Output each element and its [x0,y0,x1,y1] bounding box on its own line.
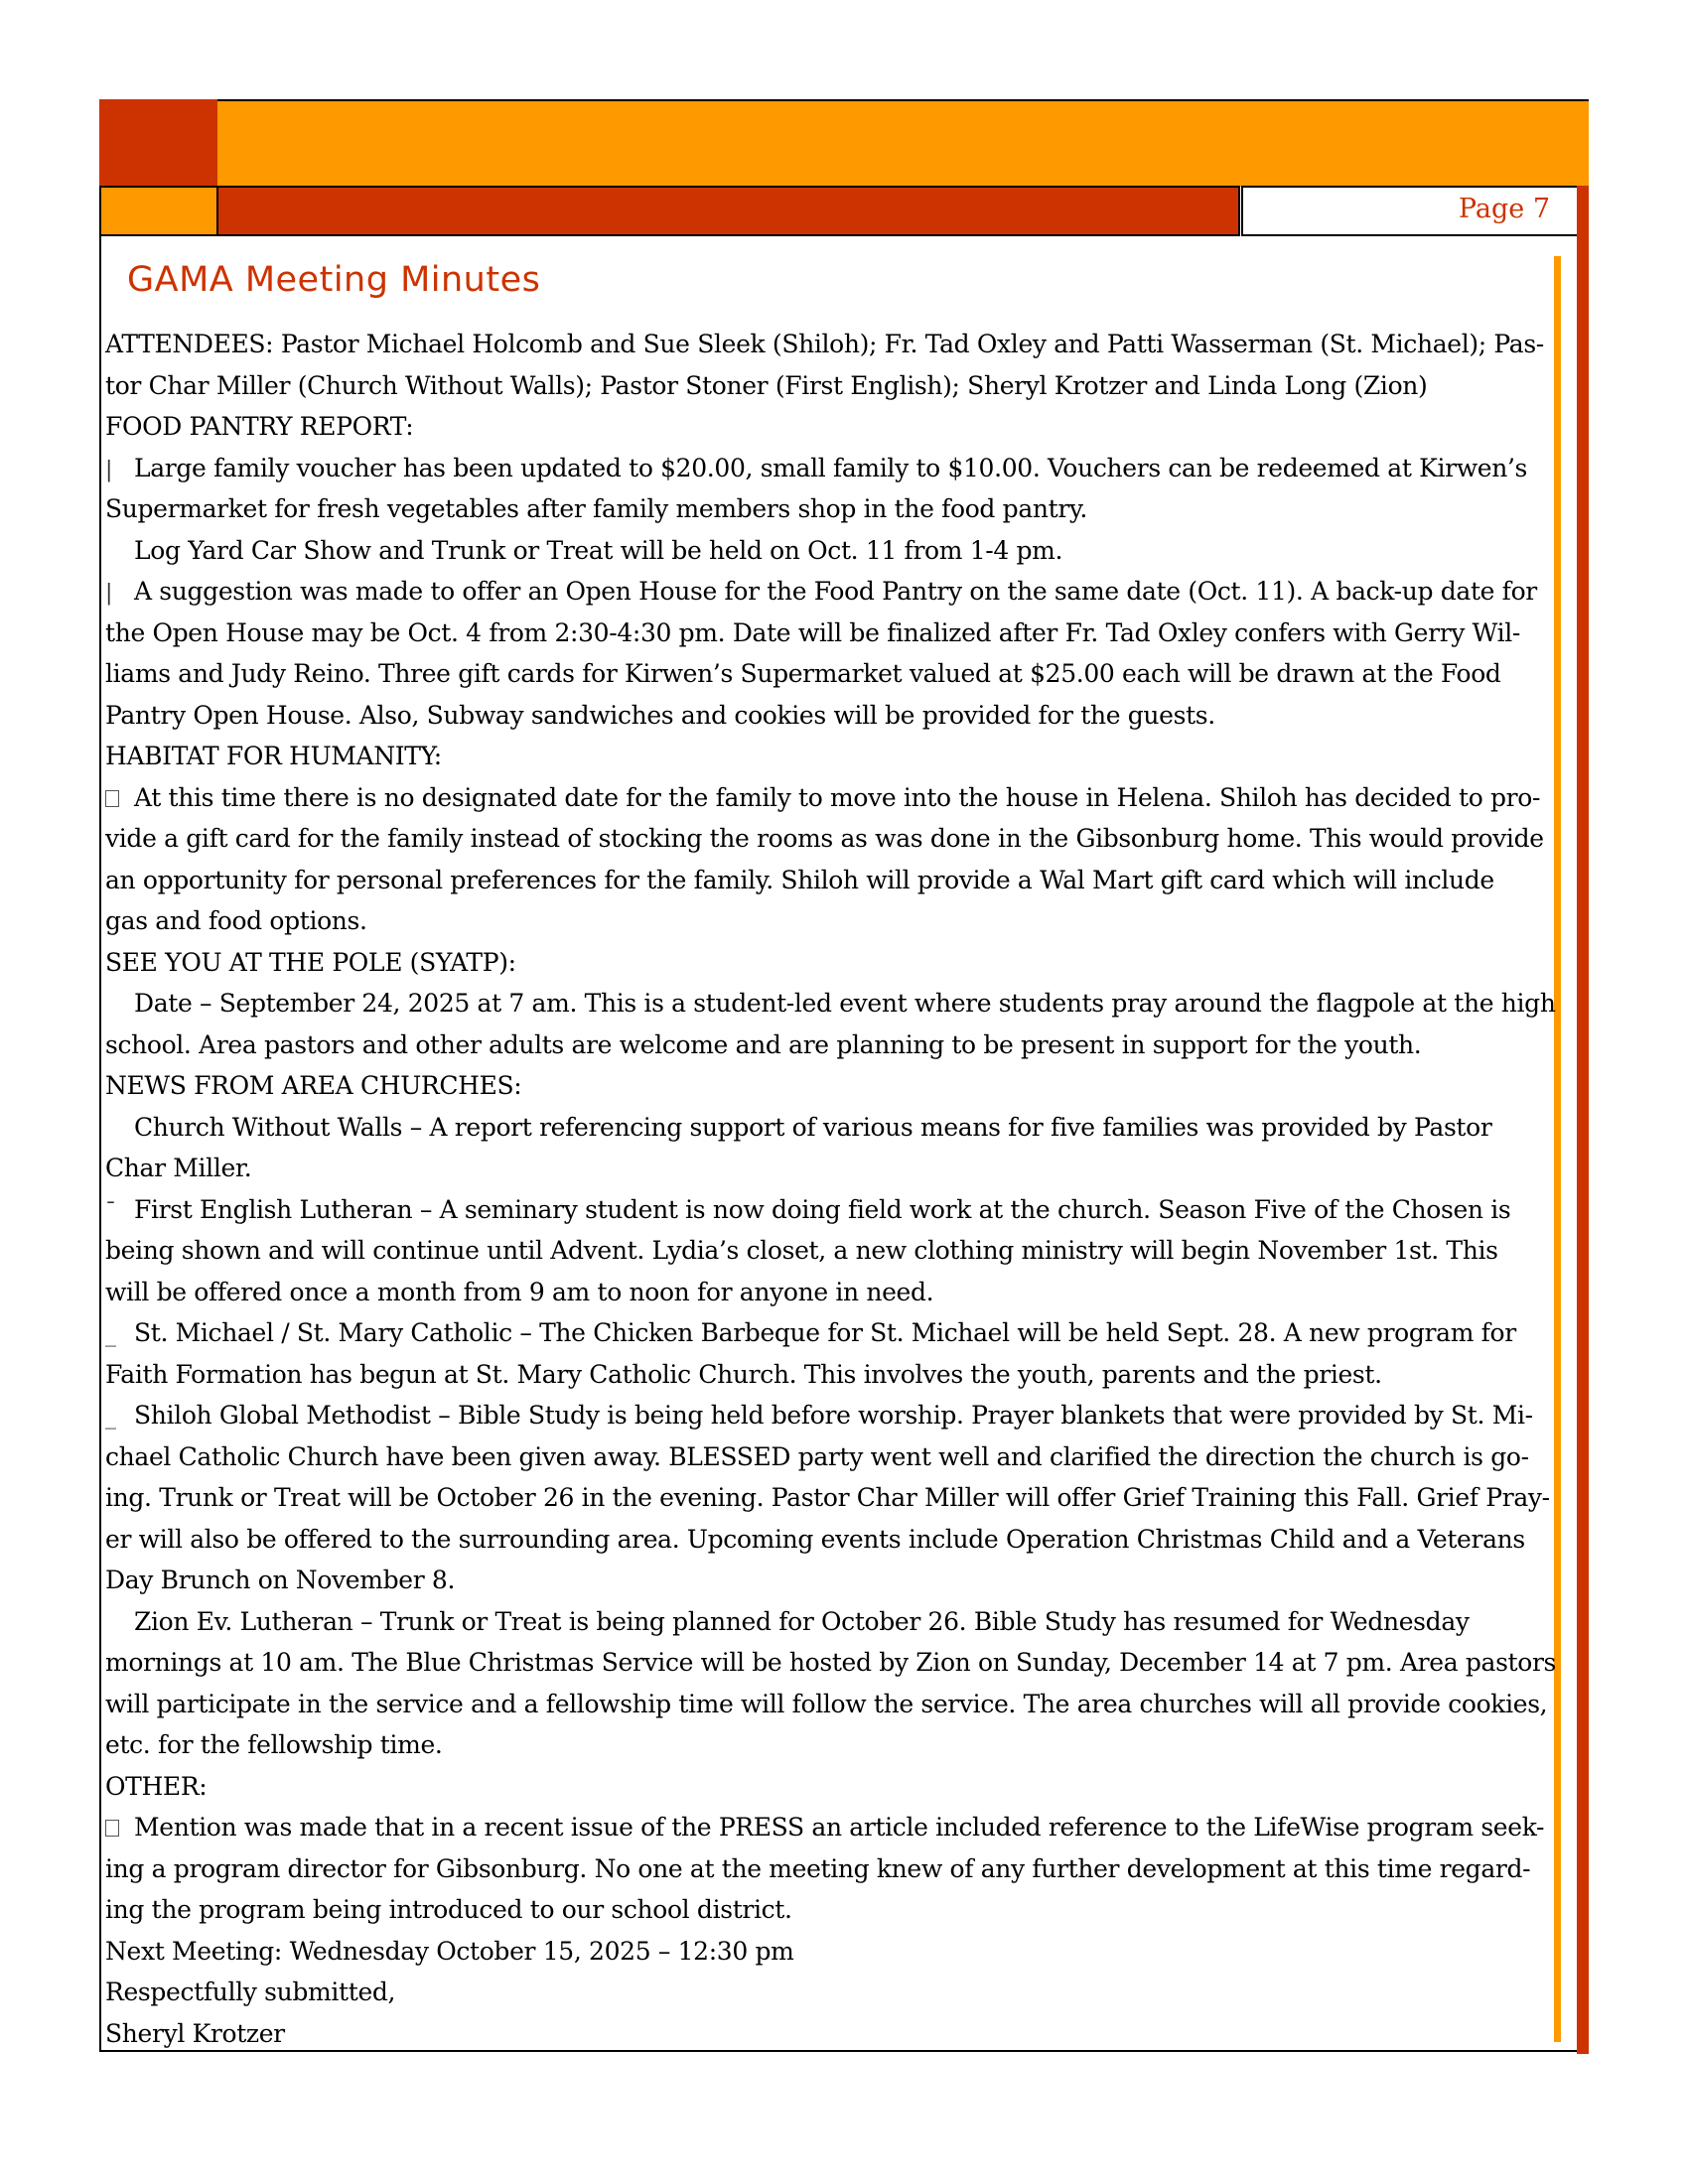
text-line [105,1642,1557,1684]
text-line [105,365,1545,407]
line-text: Next Meeting: Wednesday October 15, 2025 – 12:30 pm [105,1936,794,1966]
line-text: At this time there is no designated date for the family to move into the house in Helena. Shiloh has decided to pro- [134,782,1541,812]
text-line [105,900,1545,942]
text-line [105,1724,1545,1766]
text-line [105,1848,1545,1890]
article-body [105,324,1557,2054]
line-text: tor Char Miller (Church Without Walls); Pastor Stoner (First English); Sheryl Krotzer and Linda Long (Zion) [105,370,1428,400]
text-line [105,695,1545,737]
text-line [105,1560,1545,1601]
text-line [105,983,1556,1024]
text-line [105,1024,1545,1066]
text-line [105,571,1545,613]
article-title: GAMA Meeting Minutes [127,260,541,300]
box-bullet-icon [105,1820,119,1837]
line-text: vide a gift card for the family instead of stocking the rooms as was done in the Gibsonburg home. This would provide [105,824,1544,853]
text-line [105,1312,1545,1354]
text-line [105,488,1545,530]
text-line [105,1354,1545,1396]
text-line [105,324,1545,365]
line-text: an opportunity for personal preferences for the family. Shiloh will provide a Wal Mart gift card which will include [105,865,1494,894]
text-line [105,1148,1545,1189]
line-text: Respectfully submitted, [105,1978,396,2006]
text-line [105,1065,1545,1107]
text-line [105,1972,1545,2013]
line-text: A suggestion was made to offer an Open House for the Food Pantry on the same date (Oct. 11). A back-up date for [134,577,1537,606]
line-text: NEWS FROM AREA CHURCHES: [105,1071,522,1100]
line-text: St. Michael / St. Mary Catholic – The Chicken Barbeque for St. Michael will be held Sept. 28. A new program for [134,1318,1516,1347]
text-line [105,942,1545,984]
line-text: school. Area pastors and other adults are welcome and are planning to be present in support for the youth. [105,1029,1422,1059]
line-text: FOOD PANTRY REPORT: [105,412,414,441]
text-line [105,1519,1545,1561]
line-text: liams and Judy Reino. Three gift cards for Kirwen’s Supermarket valued at $25.00 each will be drawn at the Food [105,659,1501,688]
text-line [105,1230,1545,1272]
line-text: First English Lutheran – A seminary student is now doing field work at the church. Season Five of the Chosen is [134,1194,1511,1224]
line-text: Pantry Open House. Also, Subway sandwiches and cookies will be provided for the guests. [105,700,1215,730]
text-line [105,1931,1545,1973]
line-text: the Open House may be Oct. 4 from 2:30-4:30 pm. Date will be finalized after Fr. Tad Oxley confers with Gerry Wil- [105,617,1520,647]
line-text: Zion Ev. Lutheran – Trunk or Treat is being planned for October 26. Bible Study has resumed for Wednesday [134,1606,1470,1636]
text-line [105,448,1545,489]
text-line [105,1477,1550,1519]
line-text: chael Catholic Church have been given away. BLESSED party went well and clarified the direction the church is go- [105,1441,1529,1471]
right-rail-orange [1554,256,1561,2042]
bullet-icon: _ [105,1405,116,1430]
line-text: ing the program being introduced to our school district. [105,1895,792,1924]
line-text: will be offered once a month from 9 am to noon for anyone in need. [105,1277,934,1306]
text-line [105,1601,1545,1643]
text-line [105,613,1545,654]
line-text: Log Yard Car Show and Trunk or Treat will be held on Oct. 11 from 1-4 pm. [134,535,1063,565]
line-text: Day Brunch on November 8. [105,1566,456,1594]
text-line [105,1395,1545,1436]
line-text: Mention was made that in a recent issue of the PRESS an article included reference to the LifeWise program seek- [134,1813,1545,1842]
text-line [105,1766,1545,1808]
text-line [105,1684,1548,1725]
line-text: HABITAT FOR HUMANITY: [105,742,442,770]
line-text: Faith Formation has begun at St. Mary Catholic Church. This involves the youth, parents and the priest. [105,1359,1382,1389]
text-line [105,1189,1545,1231]
line-text: will participate in the service and a fellowship time will follow the service. The area churches will all provide cookies, [105,1689,1548,1718]
line-text: Shiloh Global Methodist – Bible Study is being held before worship. Prayer blankets that were provided by St. Mi- [134,1401,1533,1430]
line-text: Supermarket for fresh vegetables after family members shop in the food pantry. [105,494,1087,523]
right-rail-red [1577,186,1589,2054]
line-text: etc. for the fellowship time. [105,1730,443,1759]
header-block-orange-left [99,186,217,236]
text-line [105,1889,1545,1931]
text-line [105,406,1545,448]
text-line [105,1107,1545,1149]
text-line [105,653,1545,695]
text-line [105,1436,1545,1478]
page-number: Page 7 [1458,194,1550,224]
bullet-icon: | [105,457,113,482]
bullet-icon: _ [105,1322,116,1347]
header-block-red-band [217,186,1240,236]
line-text: Large family voucher has been updated to $20.00, small family to $10.00. Vouchers can be redeemed at Kirwen’s [134,453,1528,482]
text-line [105,860,1545,901]
line-text: being shown and will continue until Advent. Lydia’s closet, a new clothing ministry will begin November 1st. This [105,1236,1498,1265]
line-text: gas and food options. [105,906,367,935]
line-text: ing a program director for Gibsonburg. No one at the meeting knew of any further development at this time regard- [105,1853,1531,1883]
text-line [105,2013,1545,2055]
page-number-box [1241,186,1578,236]
header-block-red-top-left [99,99,217,187]
bullet-icon: | [105,581,113,606]
line-text: Church Without Walls – A report referencing support of various means for five families was provided by Pastor [134,1112,1492,1142]
line-text: SEE YOU AT THE POLE (SYATP): [105,947,516,977]
line-text: OTHER: [105,1771,208,1801]
header-block-orange-top [217,99,1589,187]
line-text: ing. Trunk or Treat will be October 26 in the evening. Pastor Char Miller will offer Grief Training this Fall. Grief Pray- [105,1483,1550,1512]
text-line [105,777,1545,819]
line-text: Date – September 24, 2025 at 7 am. This is a student-led event where students pray around the flagpole at the high [134,989,1556,1018]
line-text: Char Miller. [105,1154,252,1182]
text-line [105,818,1545,860]
text-line [105,1807,1545,1848]
line-text: ATTENDEES: Pastor Michael Holcomb and Sue Sleek (Shiloh); Fr. Tad Oxley and Patti Wasserman (St. Michael); Pas- [105,330,1544,358]
text-line [105,1272,1545,1313]
line-text: mornings at 10 am. The Blue Christmas Service will be hosted by Zion on Sunday, December 14 at 7 pm. Area pastors [105,1648,1557,1677]
text-line [105,530,1545,572]
bullet-icon: ¯ [105,1198,116,1224]
text-line [105,736,1545,777]
box-bullet-icon [105,790,119,807]
line-text: er will also be offered to the surrounding area. Upcoming events include Operation Christmas Child and a Veterans [105,1524,1525,1554]
line-text: Sheryl Krotzer [105,2018,285,2048]
